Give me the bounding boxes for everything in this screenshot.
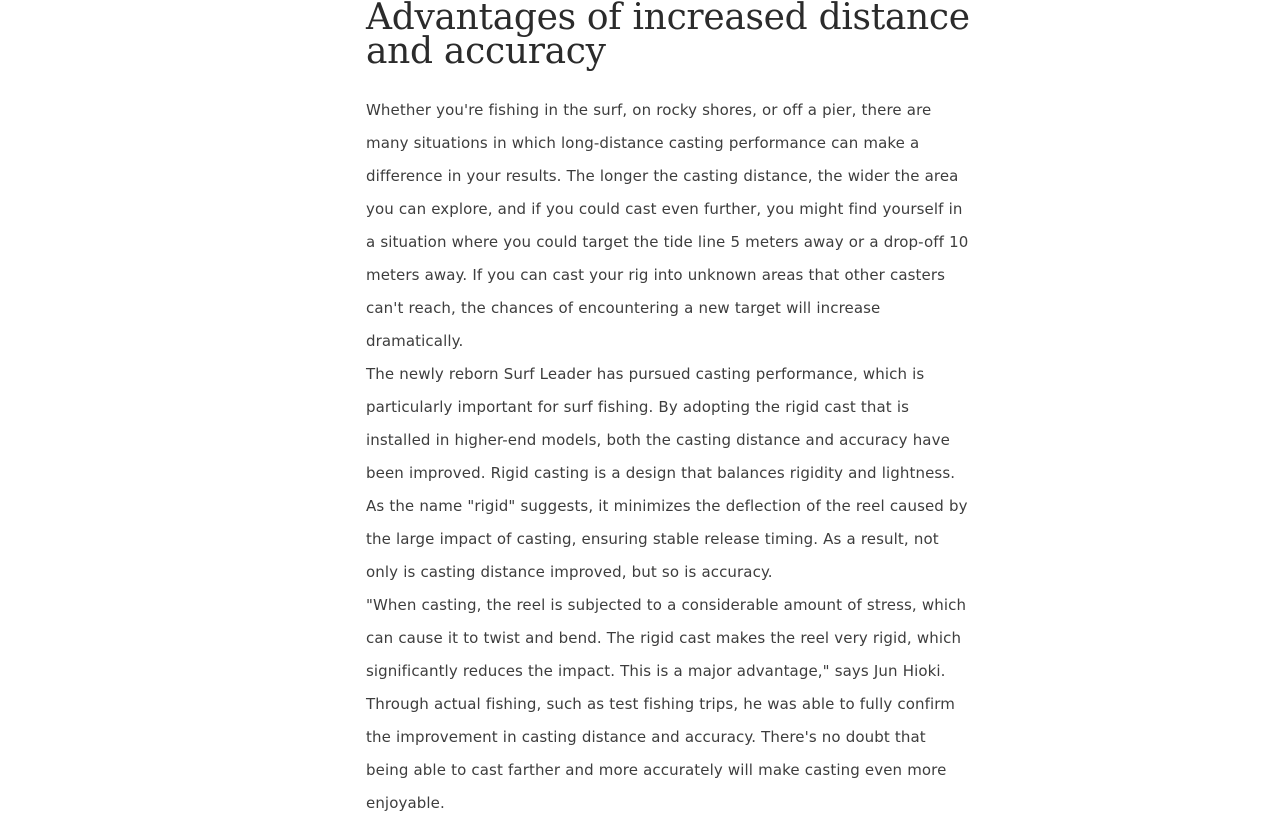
- article: [366, 0, 970, 820]
- article-title-line-2: and accuracy: [366, 31, 606, 72]
- paragraph-rigid-cast: The newly reborn Surf Leader has pursued casting performance, which is particularly important for surf fishing. By adopting the rigid cast that is installed in higher-end models, both the casting distance and accuracy have been improved. Rigid casting is a design that balances rigidity and lightness. As the name "rigid" suggests, it minimizes the deflection of the reel caused by the large impact of casting, ensuring stable release timing. As a result, not only is casting distance improved, but so is accuracy.: [366, 365, 968, 581]
- paragraph-distance-intro: Whether you're fishing in the surf, on rocky shores, or off a pier, there are many situations in which long-distance casting performance can make a difference in your results. The longer the casting distance, the wider the area you can explore, and if you could cast even further, you might find yourself in a situation where you could target the tide line 5 meters away or a drop-off 10 meters away. If you can cast your rig into unknown areas that other casters can't reach, the chances of encountering a new target will increase dramatically.: [366, 101, 969, 350]
- article-title-line-1: Advantages of increased distance: [366, 0, 970, 38]
- article-body: [366, 94, 970, 820]
- article-title: [366, 0, 970, 72]
- paragraph-quote: "When casting, the reel is subjected to a considerable amount of stress, which can cause it to twist and bend. The rigid cast makes the reel very rigid, which significantly reduces the impact. This is a major advantage," says Jun Hioki. Through actual fishing, such as test fishing trips, he was able to fully confirm the improvement in casting distance and accuracy. There's no doubt that being able to cast farther and more accurately will make casting even more enjoyable.: [366, 596, 967, 812]
